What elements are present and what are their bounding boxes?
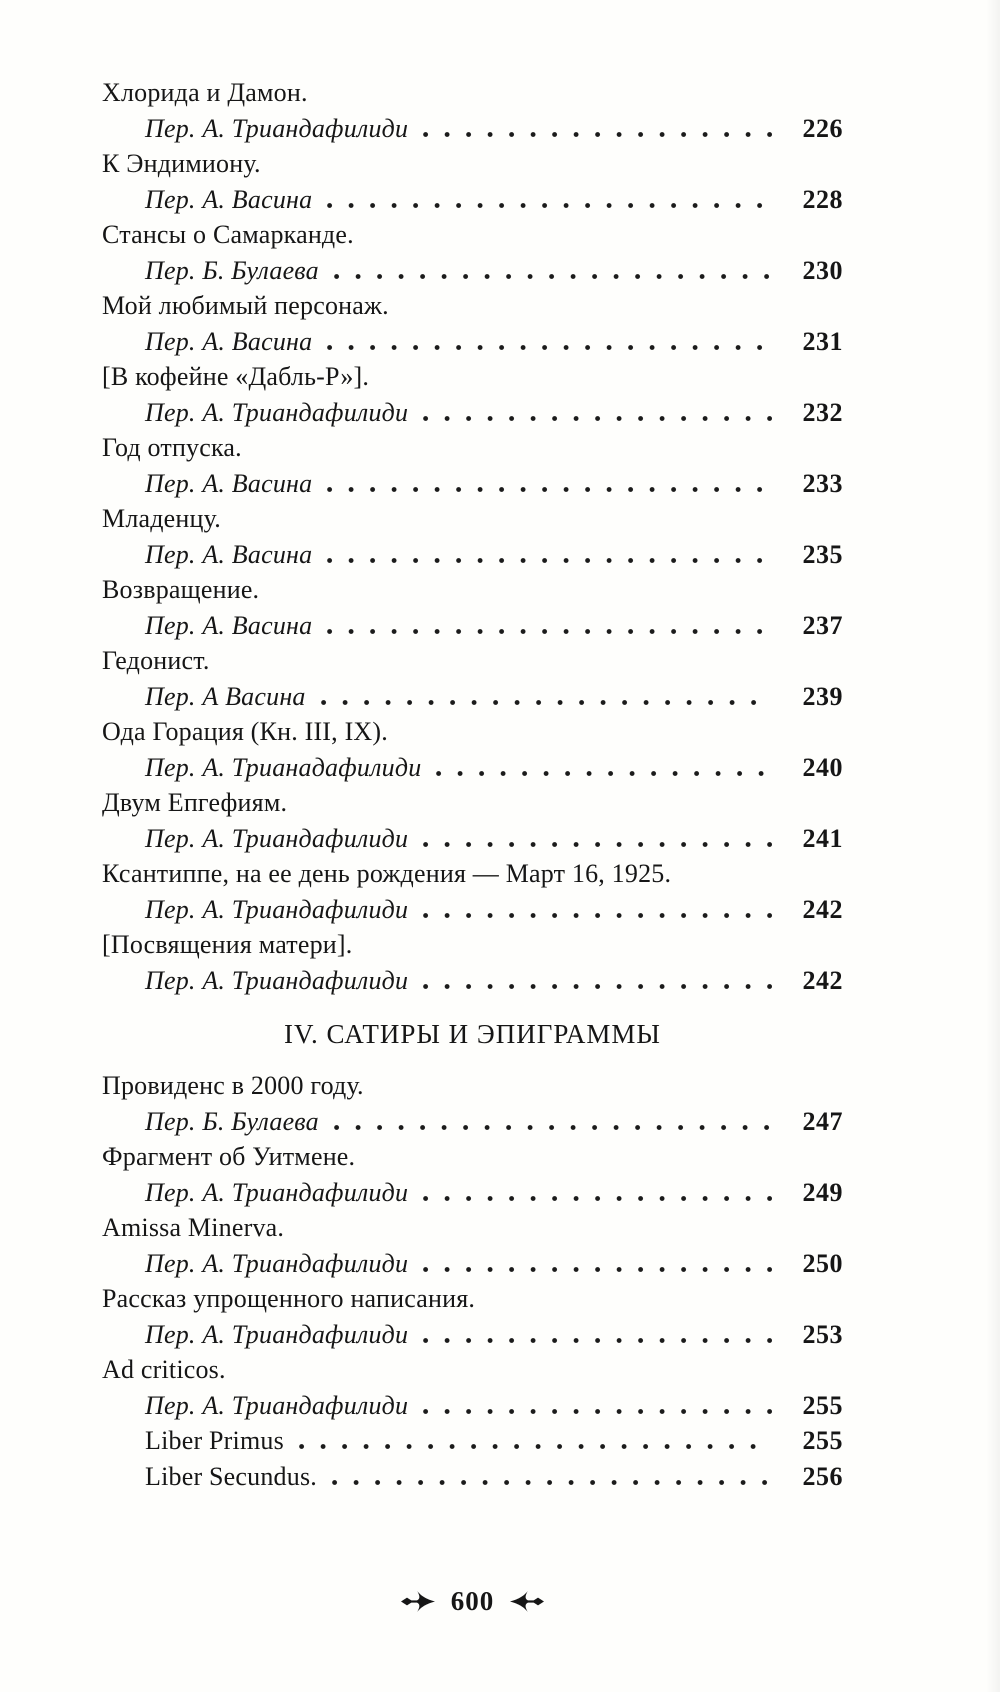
dot-leader	[423, 1267, 772, 1272]
toc-list	[102, 75, 843, 1494]
dot-leader	[423, 984, 772, 989]
translator-name: Пер. А. Трианадафилиди	[145, 752, 422, 782]
toc-entry-title: Ad criticos.	[102, 1355, 226, 1384]
entry-page-number: 239	[802, 681, 843, 711]
dot-leader	[334, 274, 772, 279]
translator-name: Пер. А. Триандафилиди	[145, 894, 409, 924]
dot-leader	[327, 345, 772, 350]
toc-entry-translator-row	[102, 1388, 843, 1424]
toc-entry-translator-row	[102, 253, 843, 289]
toc-entry-translator-row	[102, 1317, 843, 1353]
toc-entry-translator-row	[102, 1246, 843, 1282]
translator-name: Пер. Б. Булаева	[145, 255, 319, 285]
toc-entry-title: [В кофейне «Дабль-Р»].	[102, 362, 370, 391]
dot-leader	[327, 487, 772, 492]
dot-leader	[327, 629, 772, 634]
toc-entry-title: Гедонист.	[102, 646, 210, 675]
dot-leader	[423, 842, 772, 847]
toc-entry-title: [Посвящения матери].	[102, 930, 353, 959]
entry-page-number: 250	[802, 1248, 843, 1278]
dot-leader	[423, 1196, 772, 1201]
arrow-left-fleuron-icon	[509, 1589, 545, 1614]
toc-entry-translator-row	[102, 537, 843, 573]
toc-entry-title: Ода Горация (Кн. III, IX).	[102, 717, 388, 746]
toc-entry-title: Провиденс в 2000 году.	[102, 1071, 364, 1100]
toc-entry-translator-row	[102, 679, 843, 715]
toc-entry-title: Мой любимый персонаж.	[102, 291, 389, 320]
toc-entry-translator-row	[102, 963, 843, 999]
dot-leader	[334, 1125, 772, 1130]
entry-page-number: 255	[802, 1390, 843, 1420]
toc-entry-title: Рассказ упрощенного написания.	[102, 1284, 476, 1313]
translator-name: Пер. А. Триандафилиди	[145, 823, 409, 853]
translator-name: Пер. А. Васина	[145, 610, 313, 640]
folio-page-number: 600	[450, 1586, 495, 1616]
entry-page-number: 253	[802, 1319, 843, 1349]
toc-entry-title: Amissa Minerva.	[102, 1213, 285, 1242]
entry-page-number: 255	[802, 1426, 843, 1455]
dot-leader	[423, 1338, 772, 1343]
dot-leader	[321, 700, 772, 705]
translator-name: Пер. А. Триандафилиди	[145, 1248, 409, 1278]
toc-entry-translator-row	[102, 821, 843, 857]
entry-page-number: 256	[802, 1461, 843, 1491]
translator-name: Пер. Б. Булаева	[145, 1106, 319, 1136]
toc-entry-title: К Эндимиону.	[102, 149, 261, 178]
entry-page-number: 228	[802, 184, 843, 214]
toc-entry-translator-row	[102, 750, 843, 786]
entry-page-number: 249	[802, 1177, 843, 1207]
dot-leader	[423, 132, 772, 137]
toc-entry-title: Стансы о Самарканде.	[102, 220, 354, 249]
dot-leader	[332, 1480, 772, 1485]
dot-leader	[327, 558, 772, 563]
toc-entry-translator-row	[102, 1175, 843, 1211]
toc-entry-subitem-row	[102, 1423, 843, 1459]
toc-entry-translator-row	[102, 395, 843, 431]
toc-entry-title: Младенцу.	[102, 504, 221, 533]
toc-entry-subitem-row	[102, 1459, 843, 1495]
page-footer	[102, 1586, 843, 1617]
toc-entry-translator-row	[102, 182, 843, 218]
toc-entry-title: Фрагмент об Уитмене.	[102, 1142, 356, 1171]
toc-entry-translator-row	[102, 324, 843, 360]
entry-page-number: 233	[802, 468, 843, 498]
toc-entry-translator-row	[102, 1104, 843, 1140]
entry-page-number: 235	[802, 539, 843, 569]
dot-leader	[436, 771, 772, 776]
translator-name: Пер. А. Триандафилиди	[145, 113, 409, 143]
translator-name: Пер. А. Триандафилиди	[145, 397, 409, 427]
section-heading: IV. САТИРЫ И ЭПИГРАММЫ	[284, 1019, 661, 1049]
entry-page-number: 241	[802, 823, 843, 853]
translator-name: Пер. А. Триандафилиди	[145, 1177, 409, 1207]
toc-entry-title: Двум Епгефиям.	[102, 788, 288, 817]
dot-leader	[423, 1409, 772, 1414]
entry-page-number: 247	[802, 1106, 843, 1136]
toc-entry-translator-row	[102, 892, 843, 928]
translator-name: Пер. А. Триандафилиди	[145, 1319, 409, 1349]
entry-page-number: 242	[802, 894, 843, 924]
entry-page-number: 226	[802, 113, 843, 143]
entry-page-number: 242	[802, 965, 843, 995]
translator-name: Пер. А. Васина	[145, 539, 313, 569]
translator-name: Пер. А. Триандафилиди	[145, 965, 409, 995]
entry-page-number: 230	[802, 255, 843, 285]
entry-page-number: 240	[802, 752, 843, 782]
translator-name: Пер. А. Васина	[145, 326, 313, 356]
toc-entry-title: Ксантиппе, на ее день рождения — Март 16, 1925.	[102, 859, 672, 888]
toc-entry-title: Хлорида и Дамон.	[102, 78, 308, 107]
translator-name: Пер. А. Триандафилиди	[145, 1390, 409, 1420]
dot-leader	[299, 1444, 772, 1449]
translator-name: Пер. А Васина	[145, 681, 306, 711]
translator-name: Пер. А. Васина	[145, 184, 313, 214]
dot-leader	[423, 913, 772, 918]
toc-entry-translator-row	[102, 608, 843, 644]
subitem-label: Liber Secundus.	[145, 1461, 317, 1491]
toc-entry-translator-row	[102, 111, 843, 147]
toc-entry-title: Возвращение.	[102, 575, 260, 604]
toc-entry-title: Год отпуска.	[102, 433, 242, 462]
entry-page-number: 237	[802, 610, 843, 640]
subitem-label: Liber Primus	[145, 1426, 284, 1455]
entry-page-number: 231	[802, 326, 843, 356]
dot-leader	[423, 416, 772, 421]
toc-entry-translator-row	[102, 466, 843, 502]
dot-leader	[327, 203, 772, 208]
arrow-right-fleuron-icon	[400, 1589, 436, 1614]
translator-name: Пер. А. Васина	[145, 468, 313, 498]
entry-page-number: 232	[802, 397, 843, 427]
